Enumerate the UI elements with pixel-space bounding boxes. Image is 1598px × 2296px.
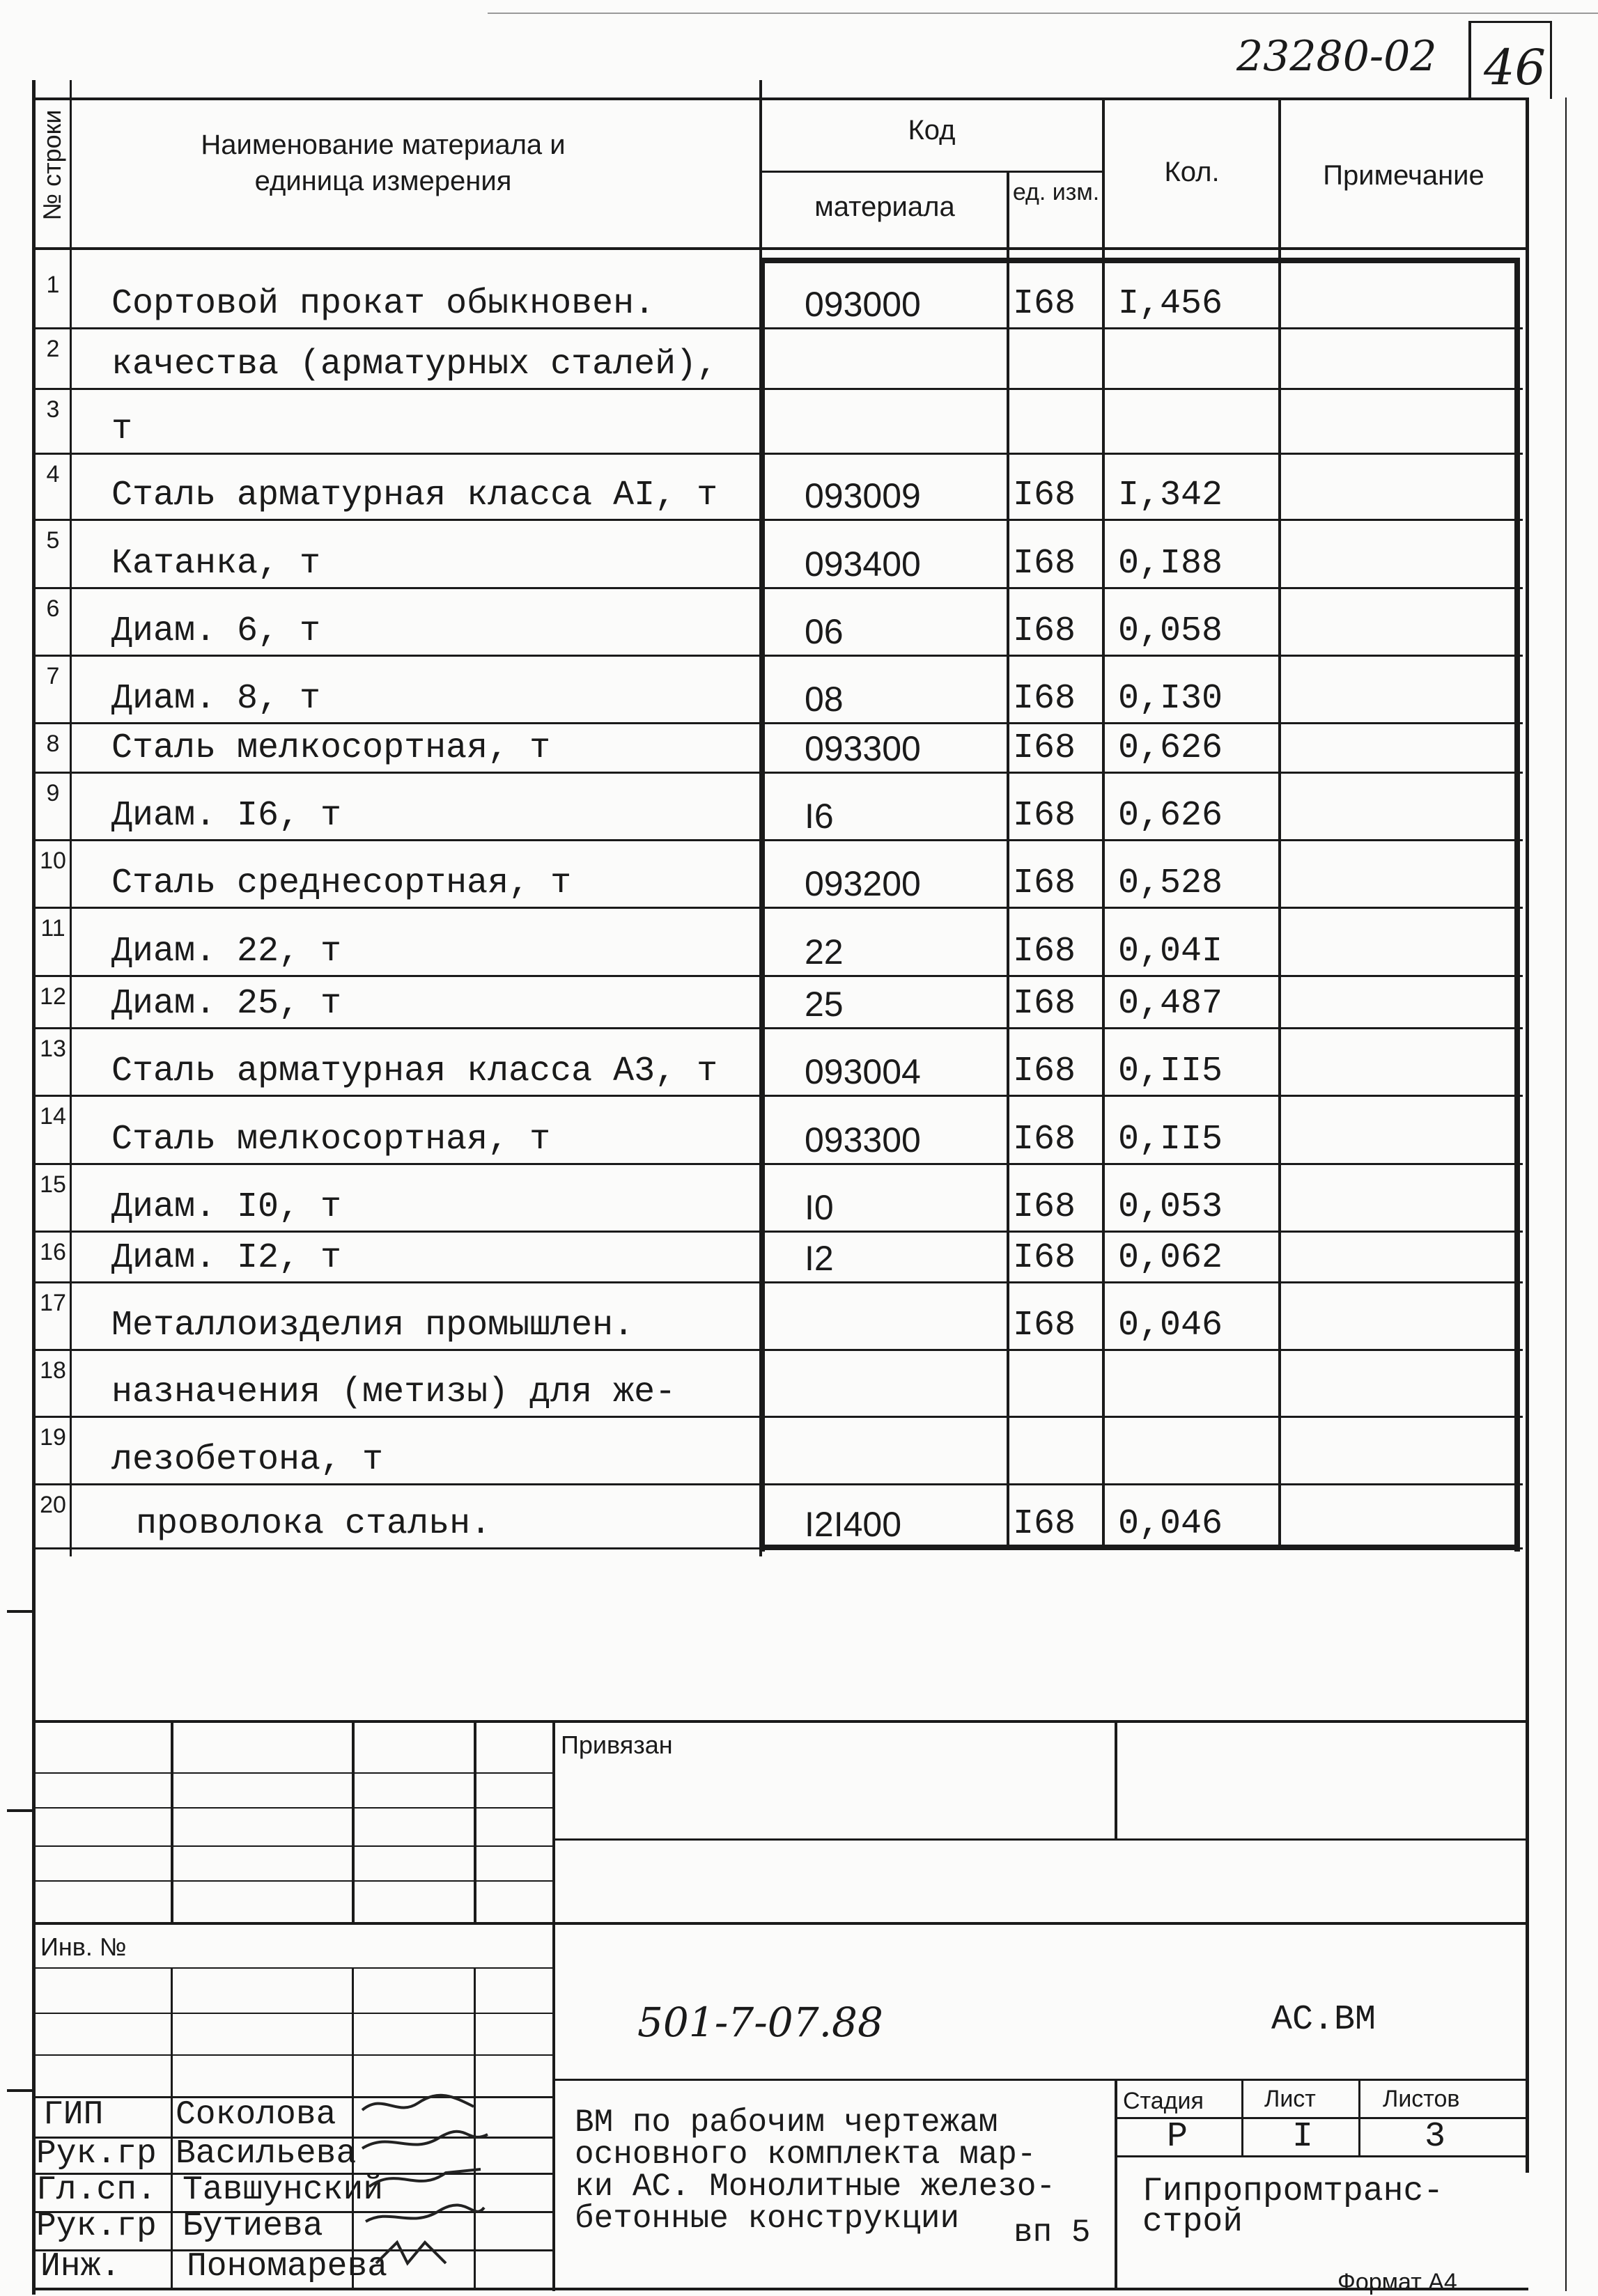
quantity: 0,487 xyxy=(1118,984,1223,1024)
frame-right xyxy=(1526,97,1529,2173)
row-number: 1 xyxy=(46,272,60,298)
row-divider xyxy=(32,1095,1523,1097)
row-number: 2 xyxy=(46,336,60,362)
quantity: 0,528 xyxy=(1118,864,1223,903)
header-qty: Кол. xyxy=(1164,157,1220,187)
material-code: I2I400 xyxy=(805,1505,902,1544)
header-row-number: № строки xyxy=(38,109,66,221)
material-name: назначения (метизы) для же- xyxy=(111,1373,676,1412)
title-suffix: вп 5 xyxy=(1014,2215,1091,2251)
document-title: ВМ по рабочим чертежам основного комплекта мар- ки АС. Монолитные железо- бетонные конструкции xyxy=(575,2104,1056,2237)
material-name: качества (арматурных сталей), xyxy=(111,345,718,384)
row-number: 13 xyxy=(40,1036,66,1062)
signer-name-1: Соколова xyxy=(176,2096,336,2134)
signer-role-5: Инж. xyxy=(40,2248,121,2286)
material-name: Диам. I6, т xyxy=(111,796,342,836)
quantity: 0,II5 xyxy=(1118,1052,1223,1091)
header-unit: ед. изм. xyxy=(1012,179,1100,205)
material-code: 08 xyxy=(805,680,844,719)
material-name: Сортовой прокат обыкновен. xyxy=(111,284,656,324)
format-label: Формат А4 xyxy=(1337,2269,1457,2295)
material-code: I2 xyxy=(805,1239,834,1278)
signer-name-4: Бутиева xyxy=(183,2208,323,2245)
quantity: 0,046 xyxy=(1118,1504,1223,1544)
material-name: Диам. 22, т xyxy=(111,932,342,971)
signer-role-3: Гл.сп. xyxy=(36,2171,157,2209)
material-name: Катанка, т xyxy=(111,544,321,584)
row-number: 12 xyxy=(40,983,66,1010)
row-divider xyxy=(32,839,1523,841)
unit-code: I68 xyxy=(1013,476,1076,515)
material-name: лезобетона, т xyxy=(111,1440,384,1480)
unit-code: I68 xyxy=(1013,679,1076,719)
material-code: 093300 xyxy=(805,1120,921,1159)
unit-code: I68 xyxy=(1013,611,1076,651)
row-number: 19 xyxy=(40,1424,66,1451)
row-divider xyxy=(32,1416,1523,1418)
row-divider xyxy=(32,587,1523,589)
header-note: Примечание xyxy=(1323,160,1484,191)
material-code: 093000 xyxy=(805,285,921,324)
signatures-graphic xyxy=(355,2089,495,2291)
material-name: Сталь арматурная класса А3, т xyxy=(111,1052,718,1091)
row-divider xyxy=(32,722,1523,724)
quantity: 0,062 xyxy=(1118,1238,1223,1278)
material-code: 093009 xyxy=(805,476,921,515)
row-number: 6 xyxy=(46,595,60,622)
unit-code: I68 xyxy=(1013,1120,1076,1159)
row-number: 16 xyxy=(40,1239,66,1265)
unit-code: I68 xyxy=(1013,1238,1076,1278)
frame-left xyxy=(32,80,36,2295)
row-divider xyxy=(32,388,1523,390)
row-divider xyxy=(32,655,1523,657)
row-divider xyxy=(32,519,1523,521)
quantity: 0,058 xyxy=(1118,611,1223,651)
header-name: Наименование материала и единица измерения xyxy=(201,130,566,196)
row-divider xyxy=(32,1027,1523,1029)
quantity: I,342 xyxy=(1118,476,1223,515)
row-number: 11 xyxy=(40,915,65,942)
inventory-number-label: Инв. № xyxy=(40,1932,127,1961)
row-number: 18 xyxy=(40,1357,66,1384)
designation: 501-7-07.88 xyxy=(637,1999,883,2046)
material-code: I0 xyxy=(805,1188,834,1227)
row-divider xyxy=(32,772,1523,774)
sheet-label: Лист xyxy=(1264,2086,1316,2112)
row-number: 20 xyxy=(40,1492,66,1518)
sheet-value: I xyxy=(1292,2117,1314,2157)
row-number: 10 xyxy=(40,848,66,874)
material-name: Диам. I2, т xyxy=(111,1238,342,1278)
row-divider xyxy=(32,453,1523,455)
row-divider xyxy=(32,327,1523,329)
unit-code: I68 xyxy=(1013,728,1076,768)
quantity: I,456 xyxy=(1118,284,1223,324)
unit-code: I68 xyxy=(1013,544,1076,584)
row-number: 15 xyxy=(40,1171,66,1198)
material-code: 093400 xyxy=(805,545,921,584)
material-code: 093300 xyxy=(805,729,921,768)
unit-code: I68 xyxy=(1013,1306,1076,1345)
row-divider xyxy=(32,1231,1523,1233)
quantity: 0,I88 xyxy=(1118,544,1223,584)
header-material: материала xyxy=(814,192,955,222)
quantity: 0,04I xyxy=(1118,932,1223,971)
material-name: Сталь арматурная класса АI, т xyxy=(111,476,718,515)
row-number: 9 xyxy=(46,780,60,806)
material-name: т xyxy=(111,409,133,449)
unit-code: I68 xyxy=(1013,1504,1076,1544)
unit-code: I68 xyxy=(1013,796,1076,836)
unit-code: I68 xyxy=(1013,1052,1076,1091)
quantity: 0,626 xyxy=(1118,728,1223,768)
sheet-number: 46 xyxy=(1484,39,1546,96)
material-name: Сталь мелкосортная, т xyxy=(111,728,551,768)
row-number: 3 xyxy=(46,396,60,423)
material-name: проволока стальн. xyxy=(136,1504,492,1544)
signer-name-3: Тавшунский xyxy=(183,2171,384,2209)
row-number: 17 xyxy=(40,1290,66,1316)
unit-code: I68 xyxy=(1013,1187,1076,1227)
unit-code: I68 xyxy=(1013,864,1076,903)
row-divider xyxy=(32,907,1523,909)
material-name: Диам. 6, т xyxy=(111,611,321,651)
sheets-value: 3 xyxy=(1425,2117,1446,2157)
row-divider xyxy=(32,1349,1523,1351)
material-code: 093004 xyxy=(805,1052,921,1091)
material-code: 25 xyxy=(805,985,844,1024)
material-name: Сталь мелкосортная, т xyxy=(111,1120,551,1159)
row-divider xyxy=(32,1483,1523,1485)
unit-code: I68 xyxy=(1013,284,1076,324)
quantity: 0,I30 xyxy=(1118,679,1223,719)
unit-code: I68 xyxy=(1013,932,1076,971)
material-name: Сталь среднесортная, т xyxy=(111,864,572,903)
document-number: 23280-02 xyxy=(1236,32,1437,81)
quantity: 0,053 xyxy=(1118,1187,1223,1227)
quantity: 0,626 xyxy=(1118,796,1223,836)
row-number: 8 xyxy=(46,731,60,757)
signer-role-1: ГИП xyxy=(43,2096,104,2134)
material-code: 22 xyxy=(805,932,844,971)
row-divider xyxy=(32,1163,1523,1165)
signer-role-4: Рук.гр xyxy=(36,2208,157,2245)
quantity: 0,II5 xyxy=(1118,1120,1223,1159)
row-divider xyxy=(32,1281,1523,1283)
row-number: 5 xyxy=(46,527,60,554)
row-divider xyxy=(32,1547,1523,1549)
row-number: 14 xyxy=(40,1103,66,1130)
material-code: I6 xyxy=(805,797,834,836)
signer-role-2: Рук.гр xyxy=(36,2135,157,2173)
material-name: Диам. 8, т xyxy=(111,679,321,719)
sheets-label: Листов xyxy=(1383,2086,1460,2112)
header-code: Код xyxy=(908,115,956,146)
stage-label: Стадия xyxy=(1123,2088,1204,2114)
organization: Гипропромтранс- строй xyxy=(1142,2173,1444,2241)
document-mark: АС.ВМ xyxy=(1271,2000,1376,2040)
material-code: 06 xyxy=(805,612,844,651)
quantity: 0,046 xyxy=(1118,1306,1223,1345)
material-name: Металлоизделия промышлен. xyxy=(111,1306,635,1345)
unit-code: I68 xyxy=(1013,984,1076,1024)
material-code: 093200 xyxy=(805,864,921,903)
row-divider xyxy=(32,975,1523,977)
stage-value: Р xyxy=(1167,2117,1188,2157)
material-name: Диам. I0, т xyxy=(111,1187,342,1227)
privyazan-label: Привязан xyxy=(561,1731,673,1759)
row-number: 4 xyxy=(46,461,60,487)
row-number: 7 xyxy=(46,663,60,689)
signer-name-2: Васильева xyxy=(176,2135,357,2173)
material-name: Диам. 25, т xyxy=(111,984,342,1024)
signer-name-5: Пономарева xyxy=(187,2248,388,2286)
